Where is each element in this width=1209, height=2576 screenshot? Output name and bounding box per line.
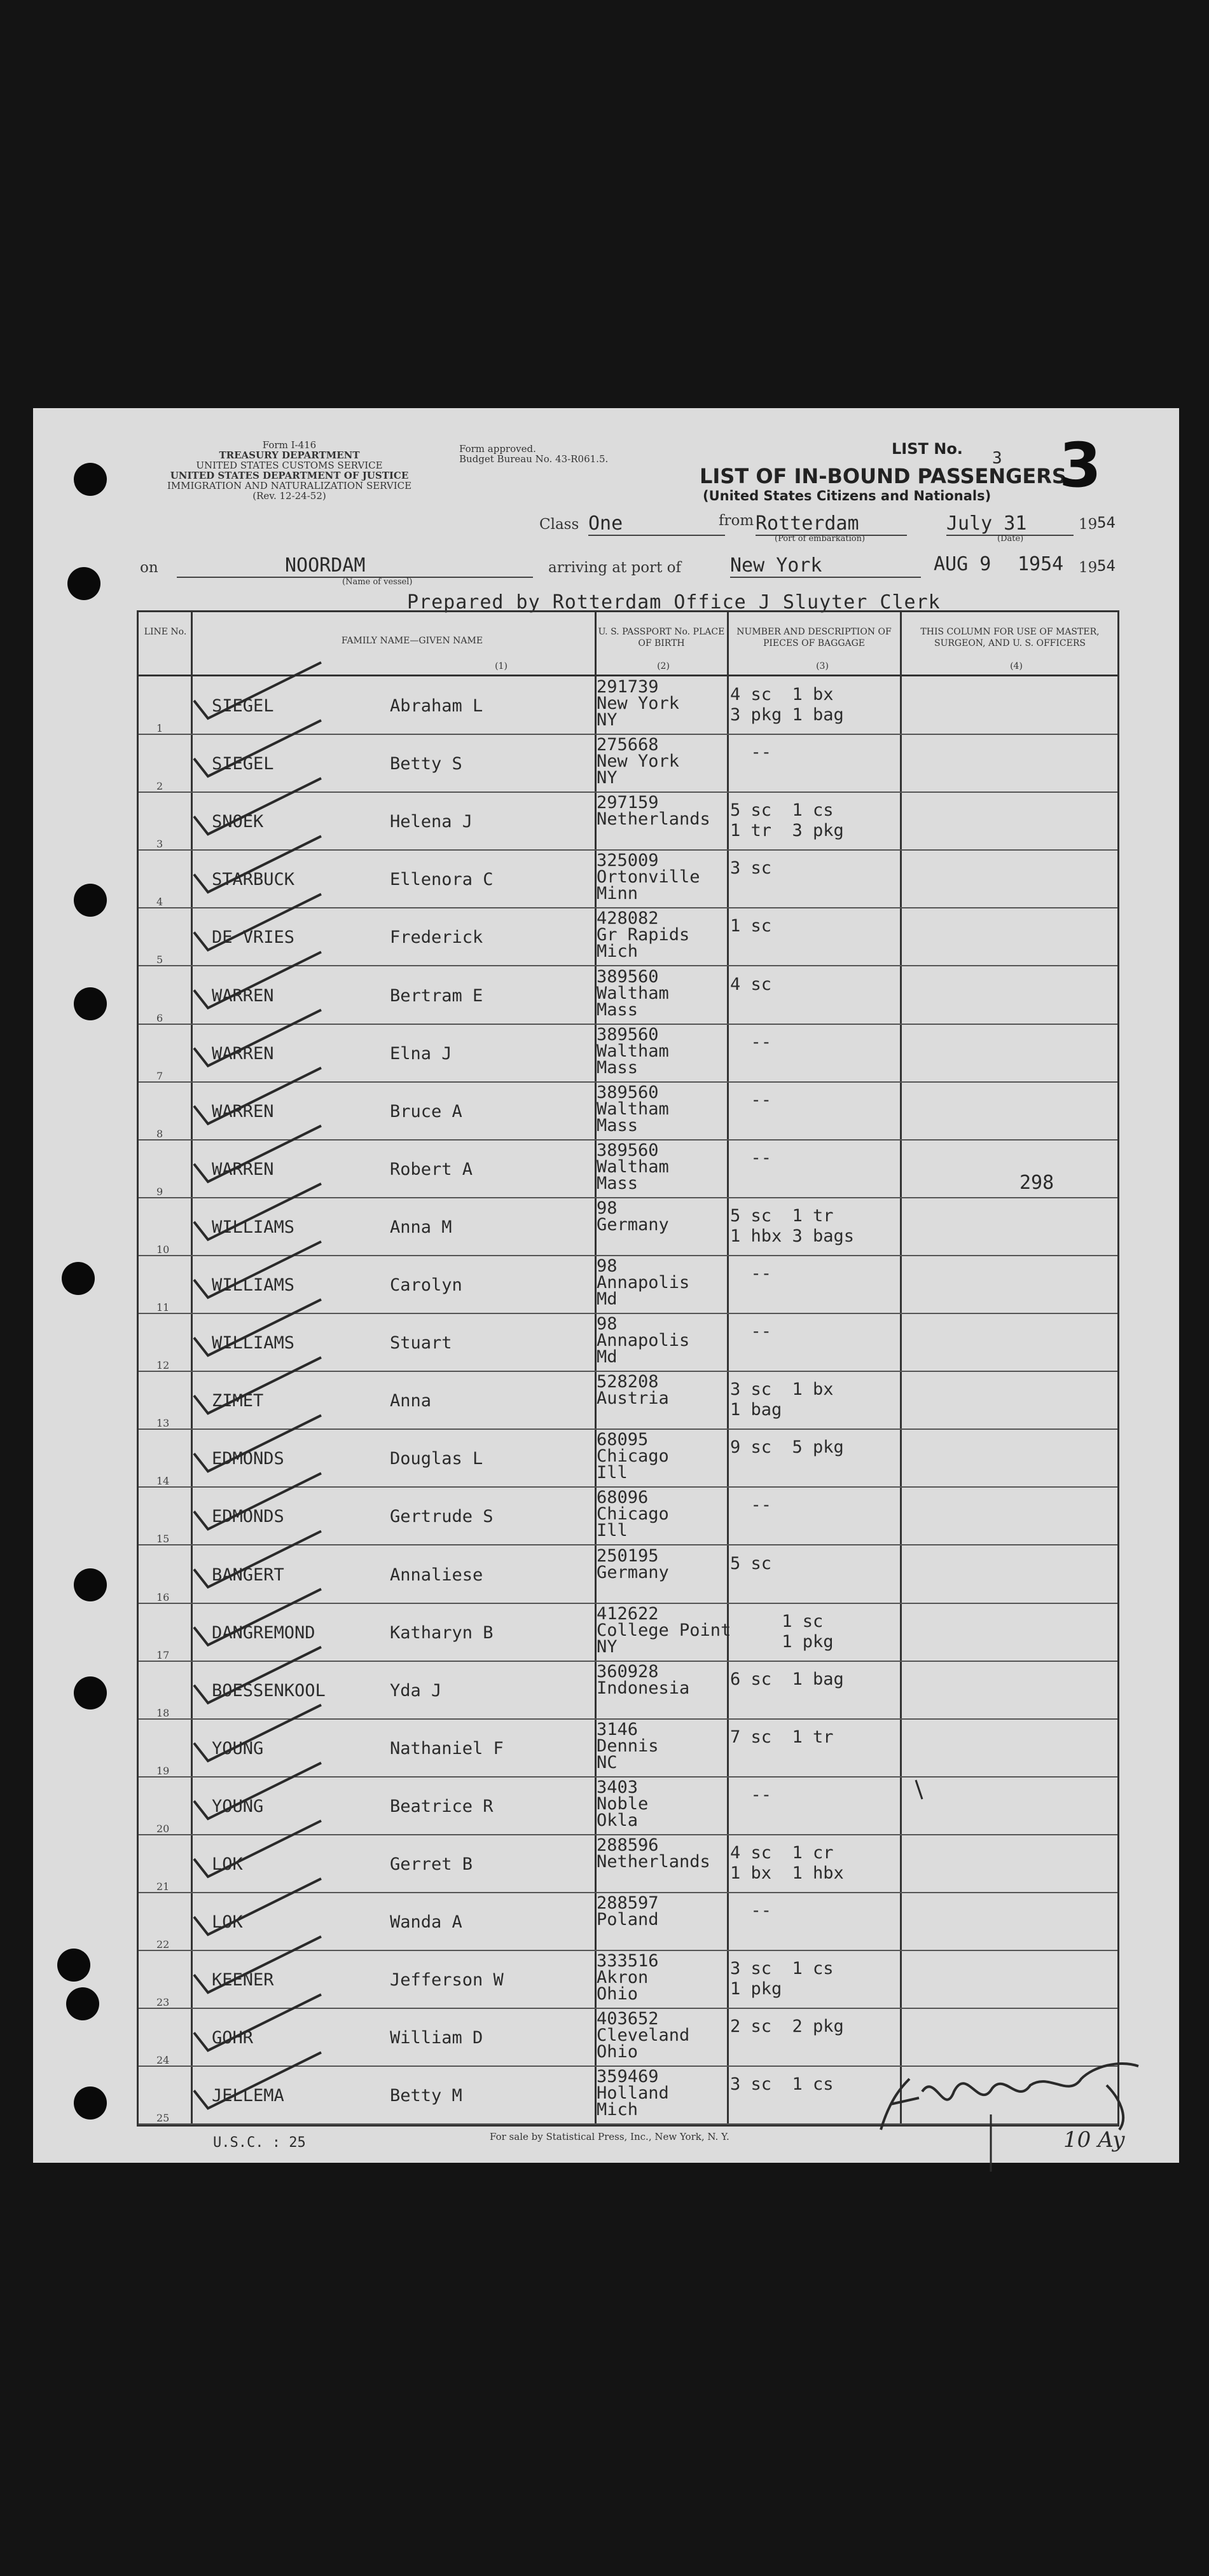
birthplace-line-2: Minn — [597, 884, 639, 904]
check-mark — [194, 952, 321, 1008]
birthplace-line-1: Chicago — [597, 1446, 669, 1467]
birthplace-line-1: Gr Rapids — [597, 925, 690, 945]
family-name: STARBUCK — [212, 870, 295, 890]
baggage-line-1: 9 sc 5 pkg — [730, 1437, 844, 1458]
line-number: 22 — [156, 1938, 170, 1951]
passport-number: 389560 — [597, 1024, 659, 1045]
baggage-line-1: -- — [730, 1032, 772, 1052]
family-name: ZIMET — [212, 1391, 264, 1411]
baggage-line-1: 1 sc — [730, 1611, 824, 1631]
given-name: Douglas L — [390, 1449, 483, 1469]
given-name: Bruce A — [390, 1101, 462, 1121]
budget-bureau: Budget Bureau No. 43-R061.5. — [459, 453, 609, 465]
check-mark — [194, 1705, 321, 1761]
birthplace-line-1: Dennis — [597, 1736, 659, 1756]
justice-dept: UNITED STATES DEPARTMENT OF JUSTICE — [170, 470, 409, 481]
line-number: 12 — [156, 1359, 170, 1372]
check-mark — [194, 1126, 321, 1182]
header-officers: THIS COLUMN FOR USE OF MASTER, SURGEON, AND U. S. OFFICERS — [920, 627, 1100, 648]
class-label: Class — [539, 516, 579, 533]
passport-number: 98 — [597, 1198, 618, 1218]
family-name: DE VRIES — [212, 928, 295, 948]
baggage-line-1: 3 sc 1 cs — [730, 1959, 834, 1979]
given-name: Nathaniel F — [390, 1738, 504, 1758]
birthplace-line-2: Mass — [597, 1173, 639, 1193]
check-mark — [194, 1589, 321, 1645]
baggage-line-1: -- — [730, 743, 772, 763]
family-name: YOUNG — [212, 1796, 264, 1816]
baggage-line-1: 3 sc 1 bx — [730, 1380, 834, 1400]
departure-date: July 31 — [946, 512, 1074, 536]
check-mark — [194, 1242, 321, 1298]
embarkation-caption: (Port of embarkation) — [775, 534, 866, 544]
line-number: 24 — [156, 2054, 170, 2067]
family-name: BOESSENKOOL — [212, 1680, 326, 1701]
signature-note: 10 Ay — [1063, 2127, 1125, 2153]
passport-number: 275668 — [597, 735, 659, 755]
family-name: WARREN — [212, 1043, 274, 1064]
given-name: Wanda A — [390, 1912, 462, 1933]
column-index-3: (3) — [816, 661, 829, 671]
given-name: Carolyn — [390, 1275, 462, 1295]
line-number: 10 — [156, 1243, 170, 1256]
arriving-label: arriving at port of — [548, 559, 681, 576]
revision: (Rev. 12-24-52) — [252, 490, 326, 502]
birthplace-line-1: Ortonville — [597, 867, 700, 887]
family-name: WARREN — [212, 985, 274, 1006]
birthplace-line-2: Ohio — [597, 1984, 639, 2004]
baggage-line-1: 1 sc — [730, 916, 772, 936]
given-name: Bertram E — [390, 985, 483, 1006]
header-line-no: LINE No. — [144, 627, 187, 637]
birthplace-line-2: Mass — [597, 999, 639, 1020]
column-index-4: (4) — [1010, 661, 1023, 671]
line-number: 6 — [156, 1011, 163, 1024]
header-baggage: NUMBER AND DESCRIPTION OF PIECES OF BAGGAGE — [736, 627, 892, 648]
family-name: SIEGEL — [212, 754, 274, 774]
check-mark — [194, 836, 321, 892]
given-name: Yda J — [390, 1680, 442, 1701]
passport-number: 403652 — [597, 2009, 659, 2029]
check-mark — [194, 894, 321, 950]
footer-code: U.S.C. : 25 — [213, 2135, 306, 2151]
arrival-port: New York — [730, 554, 921, 578]
family-name: EDMONDS — [212, 1507, 284, 1527]
form-number: Form I-416 — [262, 439, 317, 451]
passport-number: 288596 — [597, 1835, 659, 1855]
check-mark — [194, 1357, 321, 1413]
page-subtitle: (United States Citizens and Nationals) — [703, 488, 991, 504]
prepared-by-note: Prepared by Rotterdam Office J Sluyter Clerk — [407, 591, 941, 613]
given-name: Abraham L — [390, 696, 483, 716]
header-passport: U. S. PASSPORT No. PLACE OF BIRTH — [598, 627, 725, 648]
family-name: DANGREMOND — [212, 1622, 315, 1643]
birthplace-line-2: Mich — [597, 2100, 639, 2120]
given-name: Anna — [390, 1391, 432, 1411]
passport-number: 389560 — [597, 1082, 659, 1102]
passport-number: 297159 — [597, 793, 659, 813]
check-mark — [194, 1068, 321, 1124]
given-name: William D — [390, 2028, 483, 2048]
family-name: LOK — [212, 1854, 243, 1874]
embarkation-port: Rotterdam — [756, 512, 907, 536]
passport-number: 68095 — [597, 1430, 649, 1450]
family-name: GOHR — [212, 2028, 254, 2048]
birthplace-line-2: Mass — [597, 1057, 639, 1078]
family-name: KEENER — [212, 1970, 274, 1990]
birthplace-line-1: Poland — [597, 1910, 659, 1930]
form-approved: Form approved. — [459, 443, 536, 455]
line-number: 14 — [156, 1475, 170, 1488]
baggage-line-1: 2 sc 2 pkg — [730, 2017, 844, 2037]
date-caption: (Date) — [997, 534, 1024, 544]
check-mark — [194, 662, 321, 718]
baggage-line-1: 5 sc 1 cs — [730, 800, 834, 821]
check-mark — [194, 1879, 321, 1935]
passport-number: 3403 — [597, 1777, 639, 1797]
baggage-line-1: 5 sc — [730, 1553, 772, 1573]
birthplace-line-2: NY — [597, 768, 618, 788]
passport-number: 360928 — [597, 1661, 659, 1682]
birthplace-line-1: Annapolis — [597, 1273, 690, 1292]
baggage-line-1: 3 sc — [730, 858, 772, 879]
birthplace-line-1: Germany — [597, 1214, 669, 1235]
birthplace-line-2: Ill — [597, 1521, 628, 1541]
baggage-line-2: 1 tr 3 pkg — [730, 821, 844, 841]
page-title: LIST OF IN-BOUND PASSENGERS — [700, 464, 1067, 488]
given-name: Betty S — [390, 754, 462, 774]
birthplace-line-1: Noble — [597, 1793, 649, 1814]
given-name: Stuart — [390, 1333, 452, 1353]
vessel-caption: (Name of vessel) — [342, 577, 413, 587]
birthplace-line-1: Waltham — [597, 1156, 669, 1177]
baggage-line-1: 5 sc 1 tr — [730, 1205, 834, 1226]
given-name: Frederick — [390, 928, 483, 948]
baggage-line-2: 3 pkg 1 bag — [730, 705, 844, 725]
arrival-date: AUG 9 — [934, 553, 991, 575]
given-name: Betty M — [390, 2086, 462, 2106]
baggage-line-2: 1 pkg — [730, 1631, 834, 1652]
baggage-line-2: 1 hbx 3 bags — [730, 1226, 855, 1246]
baggage-line-1: 3 sc 1 cs — [730, 2074, 834, 2095]
given-name: Robert A — [390, 1159, 473, 1179]
line-number: 21 — [156, 1881, 170, 1893]
from-label: from — [719, 512, 754, 529]
check-mark — [194, 778, 321, 834]
family-name: WILLIAMS — [212, 1333, 295, 1353]
on-label: on — [140, 559, 158, 576]
birthplace-line-1: College Point — [597, 1620, 731, 1640]
line-number: 19 — [156, 1764, 170, 1777]
family-name: JELLEMA — [212, 2086, 284, 2106]
line-number: 25 — [156, 2112, 170, 2125]
passport-number: 333516 — [597, 1951, 659, 1971]
header-name: FAMILY NAME—GIVEN NAME — [341, 636, 483, 646]
line-number: 4 — [156, 896, 163, 908]
family-name: YOUNG — [212, 1738, 264, 1758]
arrival-year-prefix: 19 — [1079, 559, 1098, 576]
check-mark — [194, 1299, 321, 1355]
stamped-list-number: 3 — [1059, 430, 1102, 501]
baggage-line-1: -- — [730, 1322, 772, 1342]
passport-number: 412622 — [597, 1603, 659, 1624]
line-number: 9 — [156, 1185, 163, 1198]
family-name: BANGERT — [212, 1565, 284, 1585]
baggage-line-2: 1 pkg — [730, 1979, 782, 1999]
birthplace-line-2: NY — [597, 710, 618, 730]
birthplace-line-1: New York — [597, 694, 680, 713]
check-mark — [194, 1473, 321, 1529]
family-name: WARREN — [212, 1159, 274, 1179]
birthplace-line-2: Ill — [597, 1463, 628, 1483]
family-name: WILLIAMS — [212, 1275, 295, 1295]
line-number: 11 — [156, 1301, 170, 1314]
family-name: WARREN — [212, 1101, 274, 1121]
passport-number: 98 — [597, 1314, 618, 1334]
list-label: LIST No. — [892, 440, 963, 458]
baggage-line-1: -- — [730, 1090, 772, 1110]
birthplace-line-2: Mass — [597, 1115, 639, 1135]
baggage-line-2: 1 bag — [730, 1400, 782, 1420]
family-name: SNOEK — [212, 812, 264, 832]
given-name: Anna M — [390, 1217, 452, 1237]
line-number: 20 — [156, 1822, 170, 1835]
annotation-298: 298 — [1019, 1172, 1054, 1194]
line-number: 18 — [156, 1706, 170, 1719]
passport-number: 325009 — [597, 851, 659, 871]
passport-number: 428082 — [597, 908, 659, 929]
footer-printer: For sale by Statistical Press, Inc., New York, N. Y. — [490, 2131, 729, 2142]
passport-number: 389560 — [597, 966, 659, 987]
line-number: 15 — [156, 1533, 170, 1545]
birthplace-line-1: Germany — [597, 1562, 669, 1582]
check-mark — [194, 1994, 321, 2050]
passport-number: 68096 — [597, 1488, 649, 1508]
year-suffix: 54 — [1097, 514, 1116, 531]
given-name: Elna J — [390, 1043, 452, 1064]
arrival-year-suffix: 54 — [1097, 557, 1116, 575]
birthplace-line-1: Annapolis — [597, 1331, 690, 1351]
line-number: 1 — [156, 722, 163, 735]
column-index-1: (1) — [495, 661, 508, 671]
vessel-name: NOORDAM — [177, 554, 533, 578]
given-name: Annaliese — [390, 1565, 483, 1585]
given-name: Helena J — [390, 812, 473, 832]
line-number: 7 — [156, 1069, 163, 1082]
passport-number: 291739 — [597, 677, 659, 697]
passport-number: 3146 — [597, 1719, 639, 1739]
passport-number: 389560 — [597, 1140, 659, 1160]
birthplace-line-1: Netherlands — [597, 809, 710, 830]
line-number: 17 — [156, 1648, 170, 1661]
birthplace-line-2: Okla — [597, 1810, 639, 1830]
birthplace-line-2: Mich — [597, 942, 639, 962]
line-number: 3 — [156, 838, 163, 851]
given-name: Katharyn B — [390, 1622, 494, 1643]
check-mark — [194, 1531, 321, 1587]
class-value: One — [588, 512, 725, 536]
birthplace-line-1: Austria — [597, 1388, 669, 1409]
given-name: Beatrice R — [390, 1796, 494, 1816]
column-index-2: (2) — [657, 661, 670, 671]
baggage-line-1: -- — [730, 1148, 772, 1168]
birthplace-line-1: Waltham — [597, 1099, 669, 1119]
family-name: LOK — [212, 1912, 243, 1933]
baggage-line-2: 1 bx 1 hbx — [730, 1863, 844, 1883]
baggage-line-1: 4 sc — [730, 974, 772, 994]
line-number: 16 — [156, 1591, 170, 1603]
passport-number: 288597 — [597, 1893, 659, 1914]
baggage-line-1: 4 sc 1 cr — [730, 1843, 834, 1863]
baggage-line-1: -- — [730, 1901, 772, 1921]
birthplace-line-1: New York — [597, 751, 680, 772]
birthplace-line-2: NY — [597, 1636, 618, 1657]
given-name: Gertrude S — [390, 1507, 494, 1527]
birthplace-line-1: Cleveland — [597, 2025, 690, 2046]
line-number: 23 — [156, 1996, 170, 2009]
baggage-line-1: 7 sc 1 tr — [730, 1727, 834, 1747]
baggage-line-1: -- — [730, 1785, 772, 1805]
baggage-line-1: 4 sc 1 bx — [730, 685, 834, 704]
passport-number: 528208 — [597, 1372, 659, 1392]
year-prefix: 19 — [1079, 516, 1098, 533]
birthplace-line-1: Chicago — [597, 1504, 669, 1524]
given-name: Gerret B — [390, 1854, 473, 1874]
baggage-line-1: -- — [730, 1495, 772, 1516]
ins-service: IMMIGRATION AND NATURALIZATION SERVICE — [167, 480, 412, 491]
birthplace-line-2: Ohio — [597, 2042, 639, 2062]
given-name: Ellenora C — [390, 870, 494, 890]
birthplace-line-1: Waltham — [597, 1041, 669, 1061]
birthplace-line-2: Md — [597, 1347, 618, 1367]
check-mark — [194, 1821, 321, 1877]
passport-number: 98 — [597, 1256, 618, 1276]
given-name: Jefferson W — [390, 1970, 504, 1990]
check-mark — [194, 1415, 321, 1471]
birthplace-line-1: Netherlands — [597, 1852, 710, 1872]
treasury-dept: TREASURY DEPARTMENT — [219, 449, 360, 461]
passport-number: 250195 — [597, 1545, 659, 1566]
customs-service: UNITED STATES CUSTOMS SERVICE — [196, 460, 383, 471]
line-number: 8 — [156, 1127, 163, 1140]
check-mark — [194, 1763, 321, 1819]
check-mark — [194, 1936, 321, 1992]
birthplace-line-2: Md — [597, 1289, 618, 1309]
baggage-line-1: 6 sc 1 bag — [730, 1669, 844, 1689]
family-name: EDMONDS — [212, 1449, 284, 1469]
birthplace-line-1: Waltham — [597, 983, 669, 1003]
family-name: SIEGEL — [212, 696, 274, 716]
check-mark — [194, 1184, 321, 1240]
birthplace-line-1: Holland — [597, 2083, 669, 2104]
passport-number: 359469 — [597, 2067, 659, 2087]
line-number: 13 — [156, 1417, 170, 1430]
check-mark — [194, 720, 321, 776]
arrival-year: 1954 — [1018, 553, 1064, 575]
check-mark — [194, 2052, 321, 2108]
baggage-line-1: -- — [730, 1264, 772, 1284]
birthplace-line-1: Akron — [597, 1968, 649, 1988]
line-number: 2 — [156, 780, 163, 793]
birthplace-line-1: Indonesia — [597, 1678, 690, 1698]
birthplace-line-2: NC — [597, 1752, 618, 1772]
list-number: 3 — [992, 449, 1002, 468]
check-mark — [194, 1010, 321, 1066]
check-mark — [194, 1647, 321, 1703]
line-number: 5 — [156, 954, 163, 966]
family-name: WILLIAMS — [212, 1217, 295, 1237]
